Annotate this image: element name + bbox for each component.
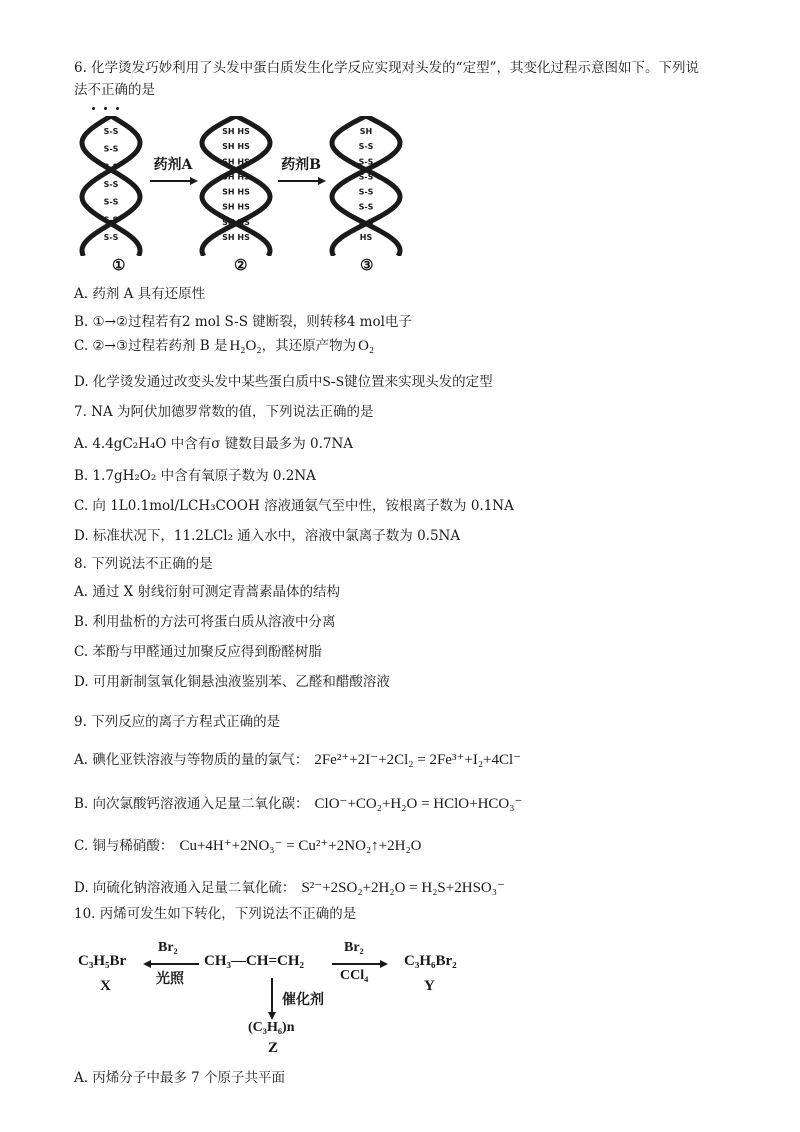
bond-label: S-S [358, 172, 374, 182]
q7-option-b: B. 1.7gH₂O₂ 中含有氧原子数为 0.2NA [74, 468, 316, 484]
q8-option-b: B. 利用盐析的方法可将蛋白质从溶液中分离 [74, 614, 336, 630]
bond-label: S-S [103, 215, 119, 225]
q6-option-c-text: C. ②→③过程若药剂 B 是 [74, 338, 228, 354]
q8-option-c: C. 苯酚与甲醛通过加聚反应得到酚醛树脂 [74, 644, 322, 660]
arrow-right-icon [150, 176, 198, 186]
q9-option-c [74, 836, 422, 856]
down-condition: 催化剂 [282, 993, 324, 1008]
q9-option-b-text: B. 向次氯酸钙溶液通入足量二氧化碳： [74, 796, 309, 812]
q6-option-b: B. ①→②过程若有2 mol S-S 键断裂，则转移4 mol电子 [74, 314, 412, 330]
product-z-label: Z [268, 1040, 279, 1056]
product-x-label: X [100, 978, 111, 994]
helix-1-figure [76, 116, 146, 256]
helix-1-label: ① [112, 256, 126, 274]
bond-label: S-S [103, 127, 119, 136]
bond-label: SH [359, 127, 373, 136]
q9-option-c-equation: Cu+4H⁺+2NO₃⁻ = Cu²⁺+2NO₂↑+2H₂O [179, 838, 422, 854]
product-y-formula: C₃H₆Br₂ [404, 953, 457, 969]
q9-option-b-equation: ClO⁻+CO₂+H₂O = HClO+HCO₃⁻ [314, 796, 523, 812]
product-x-formula: C₃H₅Br [78, 953, 127, 969]
q10-stem: 10. 丙烯可发生如下转化，下列说法不正确的是 [74, 906, 357, 922]
helix-2-label: ② [234, 256, 248, 274]
bond-label: S-S [103, 180, 119, 189]
q6-option-d [74, 372, 493, 392]
emphasis-dots [92, 98, 132, 104]
bond-label: SH HS [222, 187, 250, 197]
bond-label: S-S [358, 142, 374, 152]
helix-3-label: ③ [360, 256, 374, 274]
propene-formula: CH₃—CH=CH₂ [204, 953, 305, 969]
bond-label: S-S [358, 217, 374, 227]
reagent-b-arrow [278, 154, 326, 190]
q8-stem: 8. 下列说法不正确的是 [74, 556, 213, 572]
q9-option-a [74, 750, 521, 770]
left-condition: 光照 [156, 972, 184, 987]
arrow-right-icon [278, 176, 326, 186]
bond-label: SH HS [222, 217, 250, 227]
bond-label: S-S [103, 162, 119, 172]
q9-option-d-equation: S²⁻+2SO₂+2H₂O = H₂S+2HSO₃⁻ [301, 880, 505, 896]
q7-option-c: C. 向 1L0.1mol/LCH₃COOH 溶液通氨气至中性，铵根离子数为 0.1NA [74, 498, 514, 514]
bond-label: S-S [358, 187, 374, 197]
arrow-down-icon [267, 978, 277, 1020]
ss-bond-label: S-S [322, 374, 345, 390]
q6-option-c [74, 336, 374, 356]
q7-stem: 7. NA 为阿伏加德罗常数的值，下列说法正确的是 [74, 404, 374, 420]
q9-option-a-equation: 2Fe²⁺+2I⁻+2Cl₂ = 2Fe³⁺+I₂+4Cl⁻ [314, 752, 522, 768]
helix-3-figure [326, 116, 406, 256]
q6-stem-line1: 6. 化学烫发巧妙利用了头发中蛋白质发生化学反应实现对头发的“定型”，其变化过程示意图如下。下列说 [74, 60, 699, 76]
q6-option-d-text: D. 化学烫发通过改变头发中某些蛋白质中 [74, 374, 323, 390]
bond-label: SH HS [222, 202, 250, 212]
bond-label: SH HS [222, 127, 250, 136]
bond-label: S-S [358, 202, 374, 212]
q8-option-d: D. 可用新制氢氧化铜悬浊液鉴别苯、乙醛和醋酸溶液 [74, 674, 390, 690]
q9-stem: 9. 下列反应的离子方程式正确的是 [74, 714, 281, 730]
reagent-a-arrow [150, 154, 198, 190]
bond-label: SH HS [222, 142, 250, 152]
left-reagent: Br₂ [158, 940, 178, 955]
q6-option-c-mid: ，其还原产物为 [261, 338, 357, 354]
bond-label: SH HS [222, 172, 250, 182]
q9-option-d-text: D. 向硫化钠溶液通入足量二氧化硫： [74, 880, 296, 896]
reagent-b-label: 药剂B [281, 157, 321, 173]
product-z-formula: (C₃H₆)n [248, 1020, 295, 1035]
bond-label: S-S [103, 144, 119, 154]
bond-label: SH HS [222, 233, 250, 242]
bond-label: SH HS [222, 157, 250, 167]
q7-option-a: A. 4.4gC₂H₄O 中含有σ 键数目最多为 0.7NA [74, 436, 354, 452]
q10-option-a: A. 丙烯分子中最多 7 个原子共平面 [74, 1070, 286, 1086]
helix-2-figure [196, 116, 276, 256]
q8-option-a: A. 通过 X 射线衍射可测定青蒿素晶体的结构 [74, 584, 341, 600]
right-reagent: Br₂ [344, 940, 364, 955]
q6-option-d-post: 键位置来实现头发的定型 [344, 374, 493, 390]
q9-option-d [74, 878, 505, 898]
q6-stem-line2: 法不正确的是 [74, 82, 155, 98]
h2o2-formula: H₂O₂ [229, 338, 262, 354]
bond-label: HS [359, 233, 373, 242]
q7-option-d: D. 标准状况下，11.2LCl₂ 通入水中，溶液中氯离子数为 0.5NA [74, 528, 461, 544]
reagent-a-label: 药剂A [153, 157, 193, 173]
right-condition: CCl₄ [340, 968, 369, 983]
bond-label: S-S [103, 197, 119, 207]
q9-option-c-text: C. 铜与稀硝酸： [74, 838, 174, 854]
q6-option-a: A. 药剂 A 具有还原性 [74, 286, 206, 302]
q9-option-a-text: A. 碘化亚铁溶液与等物质的量的氯气： [74, 752, 309, 768]
o2-formula: O₂ [358, 338, 375, 354]
q9-option-b [74, 794, 522, 814]
product-y-label: Y [424, 978, 435, 994]
bond-label: S-S [358, 157, 374, 167]
bond-label: S-S [103, 233, 119, 242]
